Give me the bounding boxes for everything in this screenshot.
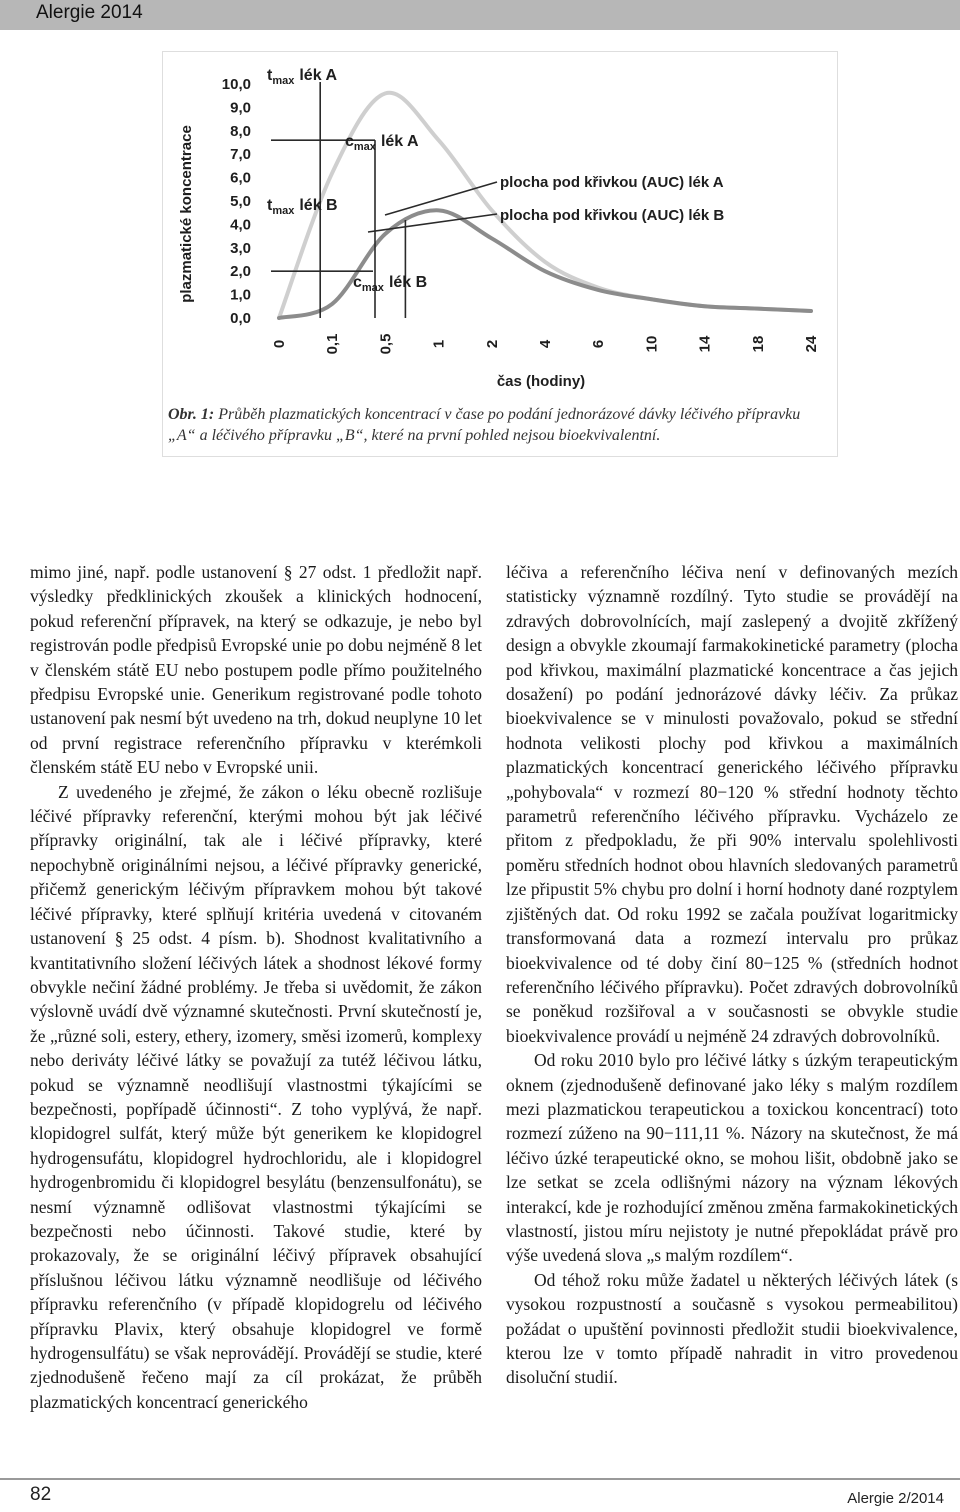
y-tick-label: 2,0 bbox=[230, 263, 251, 281]
left-paragraph-2: Z uvedeného je zřejmé, že zákon o léku obecně rozlišuje léčivé přípravky referenční, kterými mohou být jak léčivé přípravky originální, tak ale i léčivé přípravky, které nepochybně originálními nejsou, a léčivé přípravky generické, přičemž generickým léčivým přípravkem mohou být takové léčivé přípravky, které splňují kritéria uvedená v citovaném ustanovení § 25 odst. 4 písm. b). Shodnost kvalitativního a kvantitativního složení léčivých látek a shodnost lékové formy obvykle nečiní žádné problémy. Je třeba si uvědomit, že zákon výslovně uvádí dvě významné skutečnosti. První skutečností je, že „různé soli, estery, ethery, izomery, směsi izomerů, komplexy nebo deriváty léčivé látky se považují za tutéž léčivou látku, pokud se významně neodlišují vlastnostmi týkajícími se bezpečnosti, popřípadě účinnosti“. Z toho vyplývá, že např. klopidogrel sulfát, který může být generikem ke klopidogrel hydrogensufátu, klopidogrel hydrochloridu, ale i klopidogrel hydrogenbromidu či klopidogrel besylátu (benzensulfonátu), se nesmí významně odlišovat vlastnostmi týkajícími se bezpečnosti nebo účinnosti. Takové studie, které by prokazovaly, že se originální léčivý přípravek obsahující příslušnou léčivou látku významně neodlišuje od léčivého přípravku referenčního (v případě klopidogrelu od léčivého přípravku Plavix, který obsahuje klopidogrel ve formě hydrogensulfátu) se však neprovádějí. Provádějí se studie, které zjednodušeně řečeno mají za cíl prokázat, že průběh plazmatických koncentrací generického bbox=[30, 781, 482, 1412]
left-paragraph-1: mimo jiné, např. podle ustanovení § 27 odst. 1 předložit např. výsledky předklinických zkoušek a klinických hodnocení, pokud referenční přípravek, na který se odkazuje, je nebo byl registrován podle předpisů Evropské unie po dobu nejméně 8 let v členském státě EU nebo postupem podle přímo použitelného předpisu Evropské unie. Generikum registrované podle tohoto ustanovení pak nesmí být uvedeno na trh, dokud neuplyne 10 let od první registrace referenčního přípravku v kterémkoli členském státě EU nebo v Evropské unii. bbox=[30, 562, 482, 778]
header-band bbox=[0, 0, 960, 30]
figure-1 bbox=[162, 51, 838, 457]
pk-chart bbox=[163, 52, 837, 402]
journal-name: Alergie 2/2014 bbox=[847, 1490, 944, 1507]
cmax-a-annotation: $c_{max}$ lék A bbox=[345, 133, 419, 153]
y-tick-label: 10,0 bbox=[221, 76, 251, 93]
x-tick-label: 24 bbox=[803, 335, 820, 353]
y-tick-label: 9,0 bbox=[230, 99, 251, 117]
x-tick-label: 2 bbox=[483, 339, 501, 349]
footer-rule bbox=[0, 1478, 960, 1480]
x-tick-label: 1 bbox=[430, 339, 448, 349]
x-tick-labels bbox=[271, 334, 820, 355]
right-column bbox=[506, 560, 958, 1390]
y-tick-labels bbox=[222, 76, 251, 327]
y-tick-label: 5,0 bbox=[230, 193, 251, 210]
y-tick-label: 1,0 bbox=[230, 286, 251, 304]
x-axis-label: čas (hodiny) bbox=[496, 373, 586, 390]
x-tick-label: 4 bbox=[537, 339, 554, 349]
x-tick-label: 14 bbox=[696, 335, 714, 353]
right-paragraph-2: Od roku 2010 bylo pro léčivé látky s úzkým terapeutickým oknem (zjednodušeně definované jako léky s malým rozdílem mezi plazmatickou terapeutickou a toxickou koncentrací) toto rozmezí zúženo na 90−111,11 %. Názory na skutečnost, že má léčivo úzké terapeutické okno, se mohou lišit, obdobně jako se lze setkat se zcela odlišnými názory na význam lékových interakcí, kde je rozhodující změnou změna farmakokinetických vlastností, jistou míru nejistoty je nutné přepokládat právě pro výše uvedená slova „s malým rozdílem“. bbox=[506, 1050, 958, 1266]
x-tick-label: 18 bbox=[749, 335, 767, 353]
x-tick-label: 0,1 bbox=[324, 333, 342, 355]
y-axis-label: plazmatické koncentrace bbox=[178, 125, 195, 303]
x-tick-label: 10 bbox=[643, 335, 661, 353]
x-tick-label: 0 bbox=[271, 339, 288, 349]
y-tick-label: 4,0 bbox=[230, 216, 251, 234]
running-header-title: Alergie 2014 bbox=[36, 2, 143, 23]
auc-a-label: plocha pod křivkou (AUC) lék A bbox=[500, 174, 724, 191]
x-tick-label: 6 bbox=[590, 339, 608, 349]
y-tick-label: 3,0 bbox=[230, 239, 251, 257]
y-tick-label: 6,0 bbox=[230, 169, 251, 187]
page-number: 82 bbox=[30, 1484, 52, 1505]
y-tick-label: 7,0 bbox=[230, 146, 251, 164]
cmax-b-annotation: $c_{max}$ lék B bbox=[353, 274, 428, 294]
tmax-b-annotation: $t_{max}$ lék B bbox=[267, 197, 338, 217]
x-tick-label: 0,5 bbox=[377, 333, 395, 355]
right-paragraph-3: Od téhož roku může žadatel u některých léčivých látek (s vysokou rozpustností a současně s vysokou permeabilitou) požádat o upuštění povinnosti předložit studii bioekvivalence, kterou lze v tomto případě nahradit in vitro provedenou disoluční studií. bbox=[506, 1269, 958, 1388]
auc-b-label: plocha pod křivkou (AUC) lék B bbox=[500, 207, 725, 224]
left-column bbox=[30, 560, 482, 1414]
caption-label: Obr. 1: bbox=[168, 406, 215, 423]
right-paragraph-1: léčiva a referenčního léčiva není v definovaných mezích statisticky významně rozdílný. Tyto studie se provádějí na zdravých dobrovolnících, mají zaslepený a dvojitě zkřížený design a obvykle zkoumají farmakokinetické parametry (plocha pod křivkou, maximální plazmatické koncentrace a čas jejich dosažení) po podání jednorázové dávky léčiv. Za průkaz bioekvivalence se v minulosti považovalo, pokud se střední hodnota velikosti plochy pod křivkou a maximálních plazmatických koncentrací generického léčivého přípravku „pohybovala“ v rozmezí 80−120 % střední hodnoty těchto parametrů referenčního léčivého přípravku. Vycházelo ze přitom z předpokladu, že při 90% intervalu spolehlivosti poměru středních hodnot obou hlavních sledovaných parametrů lze připustit 5% chybu pro dolní i horní hodnoty dané rozptylem zjištěných dat. Od roku 1992 se začala používat logaritmicky transformovaná data a rozmezí intervalu pro průkaz bioekvivalence od té doby činí 80−125 % (středních hodnot referenčního léčivého přípravku). Počet zdravých dobrovolníků se poněkud rozšiřoval a v současnosti se obvykle studie bioekvivalence provádí u nejméně 24 zdravých dobrovolníků. bbox=[506, 562, 958, 1046]
caption-text: Průběh plazmatických koncentrací v čase po podání jednorázové dávky léčivého přípravku „A“ a léčivého přípravku „B“, které na první pohled nejsou bioekvivalentní. bbox=[168, 406, 801, 444]
tmax-a-annotation: $t_{max}$ lék A bbox=[267, 67, 338, 87]
figure-caption bbox=[168, 404, 828, 446]
y-tick-label: 8,0 bbox=[230, 122, 251, 140]
y-tick-label: 0,0 bbox=[230, 310, 251, 327]
